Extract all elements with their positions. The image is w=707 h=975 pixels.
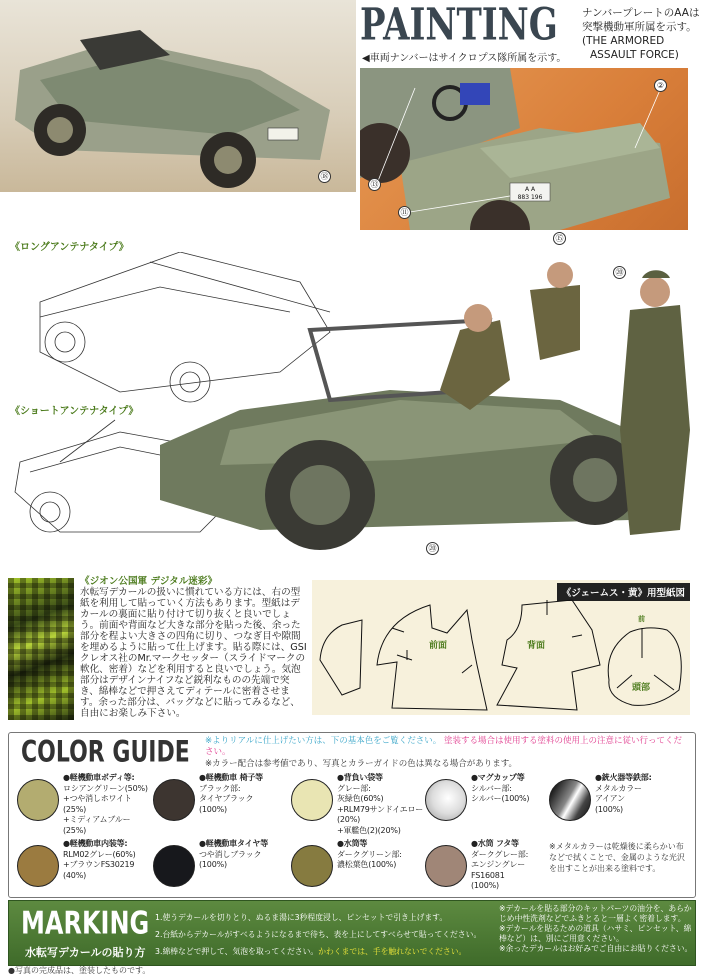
digital-camo-heading: 《ジオン公国軍 デジタル迷彩》 bbox=[80, 576, 218, 587]
swatch-recipe-line: +軍艦色(2)(20%) bbox=[337, 825, 401, 835]
swatch-recipe-line: (25%) bbox=[63, 804, 87, 814]
completed-model-photo-with-figures bbox=[160, 230, 707, 570]
swatch-recipe-line: 濃松葉色(100%) bbox=[337, 860, 397, 869]
swatch-recipe-line: ロシアングリーン(50%) bbox=[63, 783, 148, 793]
marking-notes bbox=[499, 904, 693, 954]
completed-model-photo-front bbox=[0, 0, 356, 192]
color-guide-note-1 bbox=[205, 736, 690, 758]
swatch-recipe-line: メタルカラー bbox=[595, 783, 642, 793]
jeep-rear-photo-illustration bbox=[360, 68, 688, 230]
callout-15: ⑮ bbox=[553, 232, 566, 245]
marking-note: ※デカールを貼る部分のキットパーツの油分を、あらかじめ中性洗剤などでふきとると一層よく密着します。 bbox=[499, 904, 692, 923]
color-swatch bbox=[549, 779, 591, 821]
digital-camo-body: 水転写デカールの扱いに慣れている方には、右の型紙を利用して貼っていく方法もあります。型紙はデカールの裏面に貼り付けて切り抜くと良いでしょう。前面や背面など大きな部分を貼った後、余った部分を程よい大きさの四角に切り、つなぎ目や隙間を埋めるように貼って仕上げます。貼る際には、GSIクレオス社のMr.マークセッター（スライドマークの軟化、密着）などを利用すると良いでしょう。気泡部分はデザインナイフなど鋭利なものの先端で突き、綿棒などで押さえてディテールに密着させます。余った部分は、バッグなどに貼ってみるなど、自由にお楽しみ下さい。 bbox=[80, 587, 307, 719]
pattern-back-label: 背面 bbox=[527, 641, 546, 651]
swatch-recipe-line: シルバー(100%) bbox=[471, 794, 530, 803]
painting-title: PAINTING bbox=[360, 0, 558, 52]
swatch-recipe-line: (100%) bbox=[471, 881, 499, 890]
plate-note-line: 突撃機動軍所属を示す。 bbox=[582, 21, 697, 33]
callout-18: ⑱ bbox=[318, 170, 331, 183]
callout-20-b: ⑳ bbox=[426, 542, 439, 555]
step-3-text: 3.綿棒などで押して、気泡を取ってください。 bbox=[155, 947, 319, 956]
swatch-recipe-line: ブラック部: bbox=[199, 783, 241, 793]
pattern-diagram bbox=[312, 580, 690, 715]
color-swatch-label bbox=[63, 773, 148, 836]
footer-note: ●写真の完成品は、塗装したものです。 bbox=[8, 966, 151, 975]
color-swatch bbox=[425, 845, 467, 887]
swatch-recipe-line: (100%) bbox=[199, 804, 227, 814]
plate-note-line: ASSAULT FORCE) bbox=[590, 49, 679, 61]
swatch-title: ●水筒等 bbox=[337, 839, 368, 848]
color-swatch bbox=[17, 845, 59, 887]
metal-note-line: などで拭くことで、金属のような光沢 bbox=[549, 853, 685, 862]
jeep-and-figures-photo-illustration bbox=[160, 230, 707, 570]
marking-panel bbox=[8, 900, 696, 966]
color-swatch-label bbox=[471, 773, 529, 805]
color-swatch-label bbox=[63, 839, 136, 881]
marking-note: ※デカールを貼るための道具（ハサミ、ピンセット、綿棒など）は、別にご用意ください。 bbox=[499, 924, 692, 943]
color-swatch-label bbox=[595, 773, 652, 815]
marking-subtitle: 水転写デカールの貼り方 bbox=[25, 946, 146, 959]
swatch-recipe-line: シルバー部: bbox=[471, 783, 512, 793]
swatch-recipe-line: +RLM79サンドイエロー bbox=[337, 804, 424, 814]
swatch-title: ●水筒 フタ等 bbox=[471, 839, 519, 848]
color-guide-panel bbox=[8, 732, 696, 898]
callout-2: ② bbox=[654, 79, 667, 92]
callout-11: ⑪ bbox=[398, 206, 411, 219]
swatch-title: ●軽機動車タイヤ等 bbox=[199, 839, 269, 848]
color-swatch bbox=[291, 779, 333, 821]
pattern-front-label: 前面 bbox=[429, 641, 448, 651]
metal-note-line: ※メタルカラーは乾燥後に柔らかい布 bbox=[549, 842, 684, 851]
digital-camo-text bbox=[80, 576, 308, 719]
swatch-recipe-line: (40%) bbox=[63, 870, 87, 880]
color-swatch-label bbox=[199, 773, 263, 815]
color-swatch bbox=[153, 779, 195, 821]
marking-steps bbox=[155, 909, 481, 960]
marking-step-1: 1.使うデカールを切りとり、ぬるま湯に3秒程度浸し、ピンセットで引き上げます。 bbox=[155, 913, 448, 922]
marking-step-2: 2.台紙からデカールがすべるようになるまで待ち、表を上にしてすべらせて貼ってください。 bbox=[155, 930, 482, 939]
color-swatch bbox=[153, 845, 195, 887]
swatch-recipe-line: (100%) bbox=[199, 860, 227, 869]
color-swatch bbox=[17, 779, 59, 821]
swatch-title: ●軽機動車ボディ等: bbox=[63, 773, 135, 782]
color-swatch bbox=[291, 845, 333, 887]
swatch-recipe-line: +つや消しホワイト bbox=[63, 794, 132, 803]
digital-camo-swatch bbox=[8, 578, 74, 720]
short-antenna-label: 《ショートアンテナタイプ》 bbox=[10, 402, 138, 417]
metal-color-note bbox=[549, 841, 685, 874]
swatch-recipe-line: (100%) bbox=[595, 804, 623, 814]
note-warning: 塗装する場合は使用する塗料の使用上の注意に従い行ってください。 bbox=[205, 736, 683, 757]
color-swatch-label bbox=[471, 839, 528, 892]
swatch-recipe-line: +ミディアムブルー bbox=[63, 815, 131, 824]
long-antenna-label: 《ロングアンテナタイプ》 bbox=[10, 242, 129, 253]
pattern-head-front-label: 前 bbox=[638, 615, 645, 623]
plate-note bbox=[582, 6, 699, 62]
swatch-title: ●銃火器等鉄部: bbox=[595, 773, 652, 782]
pattern-shapes bbox=[312, 580, 690, 715]
pattern-head-label: 頭部 bbox=[632, 683, 651, 693]
swatch-recipe-line: ダークグレー部: bbox=[471, 849, 529, 859]
marking-title: MARKING bbox=[21, 904, 150, 942]
swatch-recipe-line: エンジングレー bbox=[471, 860, 526, 869]
jeep-front-photo-illustration bbox=[0, 0, 356, 192]
swatch-recipe-line: タイヤブラック bbox=[199, 794, 254, 803]
color-guide-note-2: ※カラー配合は参考値であり、写真とカラーガイドの色は異なる場合があります。 bbox=[205, 759, 518, 769]
plate-number: 883 196 bbox=[517, 194, 543, 201]
swatch-recipe-line: つや消しブラック bbox=[199, 849, 262, 859]
color-guide-title: COLOR GUIDE bbox=[21, 735, 190, 770]
callout-20: ⑳ bbox=[613, 266, 626, 279]
swatch-title: ●背負い袋等 bbox=[337, 773, 383, 782]
swatch-title: ●軽機動車 椅子等 bbox=[199, 773, 263, 782]
marking-note: ※余ったデカールはお好みでご自由にお貼りください。 bbox=[499, 944, 693, 953]
plate-note-line: (THE ARMORED bbox=[582, 35, 665, 47]
swatch-recipe-line: (25%) bbox=[63, 825, 87, 835]
swatch-title: ●軽機動車内装等: bbox=[63, 839, 128, 848]
color-swatch-label bbox=[199, 839, 268, 871]
color-swatch-label bbox=[337, 839, 402, 871]
plate-note-line: ナンバープレートのAAは bbox=[582, 7, 700, 19]
plate-top: A A bbox=[524, 186, 536, 193]
marking-step-3 bbox=[155, 943, 481, 960]
note-text: ※よりリアルに仕上げたい方は、下の基本色をご覧ください。 bbox=[205, 736, 442, 746]
swatch-recipe-line: (20%) bbox=[337, 815, 361, 824]
callout-13: ⑬ bbox=[368, 178, 381, 191]
pattern-title: 《ジェームス・黄》用型紙図 bbox=[557, 583, 690, 601]
swatch-recipe-line: +ブラウンFS30219 bbox=[63, 860, 135, 869]
swatch-recipe-line: アイアン bbox=[595, 794, 625, 803]
color-swatch bbox=[425, 779, 467, 821]
swatch-title: ●マグカップ等 bbox=[471, 773, 525, 782]
completed-model-photo-rear bbox=[360, 68, 688, 230]
step-3-warning: かわくまでは、手を触れないでください。 bbox=[318, 947, 467, 956]
swatch-recipe-line: RLM02グレー(60%) bbox=[63, 849, 136, 859]
swatch-recipe-line: グレー部: bbox=[337, 783, 371, 793]
swatch-recipe-line: FS16081 bbox=[471, 870, 505, 880]
vehicle-number-note: ◀車両ナンバーはサイクロプス隊所属を示す。 bbox=[362, 53, 567, 64]
color-swatch-label bbox=[337, 773, 423, 836]
swatch-recipe-line: ダークグリーン部: bbox=[337, 849, 402, 859]
metal-note-line: を出すことが出来る塗料です。 bbox=[549, 864, 661, 873]
swatch-recipe-line: 灰緑色(60%) bbox=[337, 794, 384, 803]
